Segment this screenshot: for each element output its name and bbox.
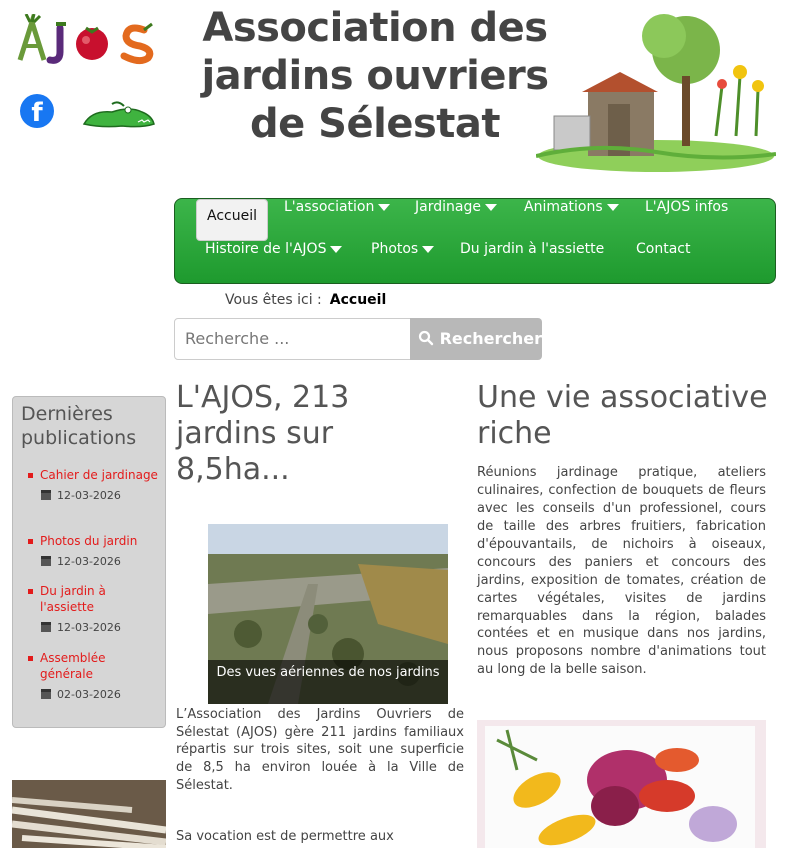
list-item bbox=[27, 650, 161, 701]
breadcrumb-current: Accueil bbox=[329, 292, 387, 308]
caret-down-icon bbox=[378, 204, 390, 211]
section-title: Une vie associative riche bbox=[477, 380, 768, 451]
caret-down-icon bbox=[422, 246, 434, 253]
search-button[interactable]: Rechercher bbox=[410, 318, 542, 360]
site-title-line-3: de Sélestat bbox=[249, 101, 500, 147]
caret-down-icon bbox=[607, 204, 619, 211]
caret-down-icon bbox=[485, 204, 497, 211]
article-paragraph: Sa vocation est de permettre aux bbox=[176, 829, 394, 844]
calendar-icon bbox=[41, 622, 51, 632]
search-icon bbox=[418, 330, 434, 346]
search-input[interactable]: Recherche ... bbox=[174, 318, 412, 360]
nav-item-contact[interactable]: Contact bbox=[636, 241, 691, 257]
section-paragraph: Réunions jardinage pratique, ateliers culinaires, confection de bouquets de fleurs avec les conseils d'un professionel, cours de taille des arbres fruitiers, fabrication d'épouvantails, de nichoirs à oiseaux, concours des paniers et concours des jardins, exposition de tomates, création de cartes végétales, visites de jardins remarquables dans la région, balades contées et en musique dans nos jardins, nous proposons nombre d'animations tout au long de la belle saison. bbox=[477, 465, 766, 678]
image-caption: Des vues aériennes de nos jardins bbox=[208, 660, 448, 704]
latest-posts-title: Dernières publications bbox=[21, 403, 137, 449]
article-paragraph: L’Association des Jardins Ouvriers de Sélestat (AJOS) gère 211 jardins familiaux répartis sur trois sites, soit une superficie de 8,5 ha environ louée à la Ville de Sélestat. bbox=[176, 707, 464, 793]
site-title bbox=[190, 4, 560, 148]
garden-shed-illustration bbox=[536, 6, 776, 172]
list-item bbox=[27, 583, 161, 634]
nav-item-jardinage[interactable]: Jardinage bbox=[405, 199, 507, 239]
nav-item-association[interactable]: L'association bbox=[274, 199, 400, 239]
main-nav bbox=[174, 198, 776, 284]
site-title-line-2: jardins ouvriers bbox=[201, 53, 549, 99]
site-title-line-1: Association des bbox=[202, 5, 548, 51]
facebook-icon[interactable]: f bbox=[20, 94, 54, 128]
calendar-icon bbox=[41, 556, 51, 566]
nav-item-photos[interactable]: Photos bbox=[361, 241, 444, 281]
flower-card-photo[interactable] bbox=[477, 720, 766, 848]
post-date: 12-03-2026 bbox=[27, 621, 161, 634]
list-item bbox=[27, 467, 161, 502]
post-link[interactable]: Assemblée générale bbox=[27, 650, 161, 682]
asparagus-photo bbox=[12, 780, 166, 848]
crocodile-icon[interactable] bbox=[82, 100, 156, 132]
ajos-logo[interactable] bbox=[16, 14, 168, 66]
nav-item-ajos-infos[interactable]: L'AJOS infos bbox=[645, 199, 729, 215]
aerial-photo[interactable] bbox=[208, 524, 448, 704]
breadcrumb bbox=[225, 292, 386, 308]
breadcrumb-prefix: Vous êtes ici : bbox=[225, 292, 322, 308]
caret-down-icon bbox=[330, 246, 342, 253]
nav-item-animations[interactable]: Animations bbox=[514, 199, 629, 239]
post-date: 12-03-2026 bbox=[27, 489, 161, 502]
post-date: 02-03-2026 bbox=[27, 688, 161, 701]
nav-item-accueil[interactable]: Accueil bbox=[196, 199, 268, 241]
latest-posts-panel bbox=[12, 396, 166, 728]
calendar-icon bbox=[41, 689, 51, 699]
post-link[interactable]: Photos du jardin bbox=[27, 533, 161, 549]
nav-item-histoire[interactable]: Histoire de l'AJOS bbox=[195, 241, 352, 281]
post-link[interactable]: Du jardin à l'assiette bbox=[27, 583, 161, 615]
calendar-icon bbox=[41, 490, 51, 500]
post-date: 12-03-2026 bbox=[27, 555, 161, 568]
list-item bbox=[27, 533, 161, 568]
article-title: L'AJOS, 213 jardins sur 8,5ha... bbox=[176, 380, 350, 487]
post-link[interactable]: Cahier de jardinage bbox=[27, 467, 161, 483]
nav-item-jardin-assiette[interactable]: Du jardin à l'assiette bbox=[460, 241, 605, 257]
